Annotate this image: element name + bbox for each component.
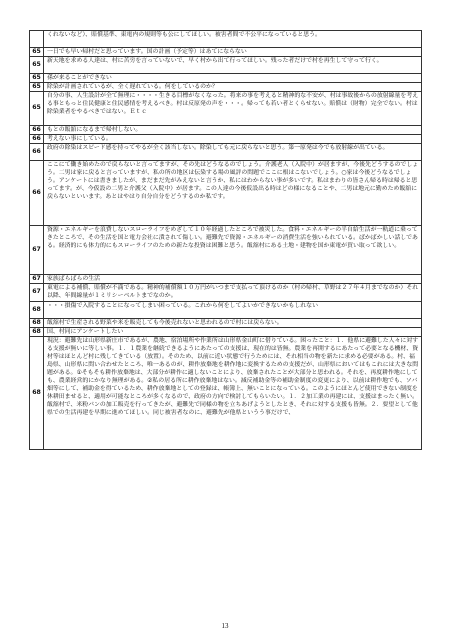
comment-text-cell: 一日でも早い帰村だと思っています。国の計画（予定等）はあてにならない <box>44 48 422 57</box>
table-row <box>30 125 422 134</box>
comment-text-cell: 孫が来ることができない <box>44 74 422 83</box>
respondent-age-cell: 67 <box>30 284 44 301</box>
respondent-age-cell: 66 <box>30 125 44 134</box>
table-row <box>30 160 422 225</box>
table-row <box>30 275 422 284</box>
comment-text-cell: くれないなど）、賠償基準、東電内の規則等も公にしてほしい。被害者間で不公平になっていると思う。 <box>44 31 422 48</box>
table-row <box>30 83 422 92</box>
respondent-age-cell: 67 <box>30 226 44 275</box>
respondent-age-cell: 65 <box>30 83 44 92</box>
comment-text-cell: 東電による補償、賠償が不満である。精神的補償額１０万円がいつまで支払って頂けるのか（村の帰村、草野は２７年４月までなのか）それ以降、年間線量が１ミリシーベルトまでなのか。 <box>44 284 422 301</box>
table-row <box>30 48 422 57</box>
respondent-age-cell: 68 <box>30 327 44 336</box>
respondent-age-cell: 65 <box>30 57 44 74</box>
table-row <box>30 143 422 160</box>
document-page <box>29 30 422 450</box>
table-row <box>30 134 422 143</box>
table-row <box>30 226 422 275</box>
respondent-age-cell <box>30 31 44 48</box>
comments-table <box>29 30 422 450</box>
comment-text-cell: 考えない事にしている。 <box>44 134 422 143</box>
respondent-age-cell: 66 <box>30 134 44 143</box>
page-number: 13 <box>221 622 229 630</box>
respondent-age-cell: 68 <box>30 301 44 318</box>
table-row <box>30 74 422 83</box>
table-row <box>30 336 422 450</box>
comment-text-cell: 国、村同にアンケートしたい <box>44 327 422 336</box>
comment-text-cell: もとの飯舘になるまで帰村しない。 <box>44 125 422 134</box>
comments-table-body <box>30 31 422 450</box>
comment-text-cell: 政府の除染はスピード感を持ってやるが全く該当しない。除染しても元に戻らないと思う。第一原発は今でも放射線が出ている。 <box>44 143 422 160</box>
comment-text-cell: 新天地を求める人達は、村に苦労を言っていないで、早く村から出て行ってほしい。残った者だけで村を再生して守って行く。 <box>44 57 422 74</box>
comment-text-cell: 現況：避難先は山形県新庄市であるが、農地、宿泊場所や作業所は山形県金山町に借りている。困ったこと：１．他県に避難した人々に対する支援が無いに等しい事。１．１農業を継続できるようにあたっての支援は、現在的は皆無。農業を再開するにあたって必要となる機材、資材等はほとんど村に残してきている（放置）。そのため、以前に近い状態で行うためには、それ相当の物を新たに求める必要がある。村、福島県、山形県に問い合わせたところ、唯一あるのが、耕作放棄地を耕作地に変換するための支援だが、山形県においてはもこれには大きな問題がある。①そもそも耕作放棄地は、大部分が耕作に適しないことにより、放棄されたことが大部分と思われる。それを、再度耕作地にしても、農業経営的にかなり無理がある。②私の居る所に耕作放棄地はない。減反補助金等の補助金制度の変更により、以前は耕作地でも、ソバ畑等にして、補助金を得ているため、耕作放棄地としての登録は、帳簿上、無いことになっている。このようにほとんど使用できない制度を休耕田ませると、適用が可能なところが多くなるので、政府の方向で検討してもらいたい。１．２加工業の再建には、支援はまったく無い。飯舘村で、米粉パンの加工販売を行ってきたが、避難先で同様の物を立ちあげようとしたとき、それに対する支援も皆無。２．要望として他県での生活再建を早期に進めてほしい。同じ被害者なのに、避難先が他県というう事だけで、 <box>44 336 422 450</box>
table-row <box>30 92 422 125</box>
table-row <box>30 57 422 74</box>
respondent-age-cell: 65 <box>30 92 44 125</box>
respondent-age-cell: 66 <box>30 160 44 225</box>
comment-text-cell: 資源・エネルギーを浪費しないスローライフをめざして１０年経過したところで被災した。食料・エネルギーの半自給生活が一軌道に乗ってきたところで、その生活を国と電力会社に潰されて傷しい。避難先で資源・エネルギーの消費生活を強いられている。ばかばかしい話しである。経済的にも体力的にもスローライフのための新たな投資は困難と思う。飯舘村にある土地・建物を国か東電が買い取って欲しい。 <box>44 226 422 275</box>
table-row <box>30 284 422 301</box>
comment-text-cell: 家族ばらばらの生活 <box>44 275 422 284</box>
respondent-age-cell: 65 <box>30 74 44 83</box>
table-row <box>30 318 422 327</box>
comment-text-cell: ここにて働き始めたので戻らないと言ってますが、その先はどうなるのでしょう。介護老人（入院中）が居ますが、今後先どうするのでしょう。二男は家に戻ると言っていますが、私の所の地区は伝染する場の風評の問題でここに根はこないでしょう。○家は今後どうなるでしょう。アンケートには書きましたが、まだまだ先がみえないと言うか、私にはわからない事が多いです。私はまわりの皆さん帰る時は帰ると思ってます。が、今仮設の二男と介護父（入院中）が居ます。この人達の今後仮設出る時はどの様になることや、二男は地元に勤めため飯舘に戻らないといいます。あとはやはり自分自分をどうするのか私です。 <box>44 160 422 225</box>
table-row <box>30 301 422 318</box>
respondent-age-cell: 65 <box>30 48 44 57</box>
respondent-age-cell: 66 <box>30 143 44 160</box>
comment-text-cell: 自分の事、人生設計が全て無理に・・・・生きる目標がなくなった。将来の事を考えると精神的な不安が、村は事故後からの放射線量を考える事ともっと住民健康と住民感情を考えるべき。村は反原発の声を・・・。帰っても若い者とくらせない。賠償は（財物）完全でない。村は除染業者をやるべきではない。Ｅｔｃ <box>44 92 422 125</box>
respondent-age-cell: 68 <box>30 336 44 450</box>
comment-text-cell: ・・・損傷で入院することになってしまい困っている。これから何をしてよいかできないかもしれない <box>44 301 422 318</box>
comment-text-cell: 除染が計画されているが、全く遅れている。何をしているのか？ <box>44 83 422 92</box>
respondent-age-cell: 68 <box>30 318 44 327</box>
table-row <box>30 31 422 48</box>
table-row <box>30 327 422 336</box>
comment-text-cell: 飯舘村で生産される野菜や米を販売しても今後売れないと思われるので村には戻らない。 <box>44 318 422 327</box>
respondent-age-cell: 67 <box>30 275 44 284</box>
